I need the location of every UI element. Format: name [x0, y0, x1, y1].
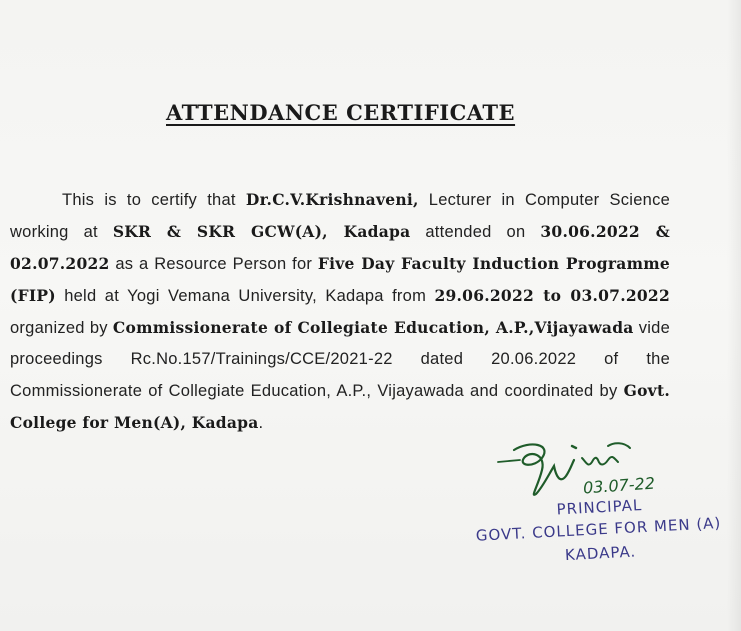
body-text-7: vide proceedings Rc.No.157/Trainings/CCE/2021-22 dated 20.06.2022 of the Commissionerate of Collegiate Education, A.P., Vijayawada and coordinated by [10, 319, 670, 400]
body-text-4: as a Resource Person for [109, 255, 318, 273]
organizer-name: Commissionerate of Collegiate Education, A.P.,Vijayawada [112, 318, 634, 337]
body-text-5: held at Yogi Vemana University, Kadapa from [55, 287, 435, 305]
body-text-8: . [258, 414, 264, 432]
body-text-3: attended on [410, 223, 541, 241]
handwritten-signature [490, 436, 650, 506]
stamp-city: KADAPA. [564, 542, 637, 565]
programme-dates: 29.06.2022 to 03.07.2022 [434, 286, 670, 305]
person-name: Dr.C.V.Krishnaveni, [245, 190, 419, 209]
body-text-6: organized by [10, 319, 113, 337]
body-text-1: This is to certify that [62, 191, 246, 209]
certificate-body [10, 184, 670, 439]
certificate-title: ATTENDANCE CERTIFICATE [166, 100, 516, 125]
institution-name: SKR & SKR GCW(A), Kadapa [112, 222, 411, 241]
attended-dates: 30.06.2022 & 02.07.2022 [10, 222, 670, 273]
stamp-title: PRINCIPAL [556, 496, 643, 519]
signature-block [470, 436, 740, 576]
stamp-college: GOVT. COLLEGE FOR MEN (A) [475, 513, 722, 545]
signature-date: 03.07-22 [582, 473, 656, 498]
body-text-2: Lecturer in Computer Science working at [10, 191, 671, 241]
programme-name: Five Day Faculty Induction Programme (FIP) [10, 254, 671, 305]
coordinator-name: Govt. College for Men(A), Kadapa [10, 381, 670, 432]
